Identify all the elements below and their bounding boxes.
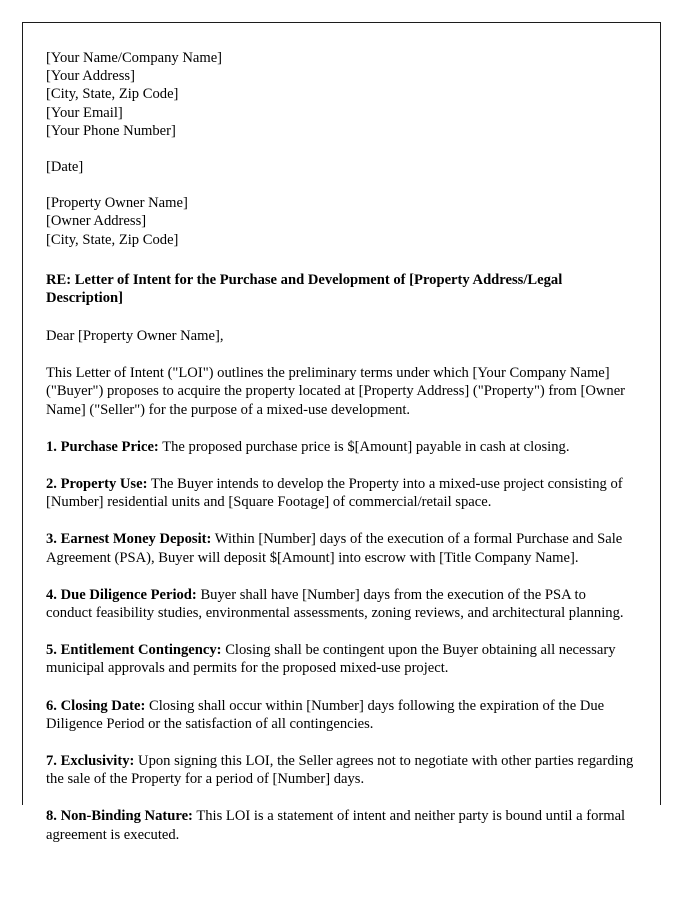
clause-item <box>46 752 635 788</box>
clause-label: 8. Non-Binding Nature: <box>46 808 193 825</box>
document-page <box>22 22 661 843</box>
sender-line: [Your Email] <box>46 104 123 121</box>
clause-label: 6. Closing Date: <box>46 697 146 714</box>
clause-label: 1. Purchase Price: <box>46 438 159 455</box>
recipient-line: [Owner Address] <box>46 213 147 230</box>
clause-body: The Buyer intends to develop the Property into a mixed-use project consisting of [Number] residential units and [Square Footage] of commercial/retail space. <box>46 476 623 511</box>
salutation: Dear [Property Owner Name], <box>46 328 224 345</box>
clause-label: 4. Due Diligence Period: <box>46 586 197 603</box>
clause-item <box>46 438 635 456</box>
clause-item <box>46 641 635 677</box>
document-body <box>23 23 660 844</box>
clause-body: Upon signing this LOI, the Seller agrees not to negotiate with other parties regarding the sale of the Property for a period of [Number] days. <box>46 753 634 788</box>
clause-item <box>46 530 635 566</box>
intro-paragraph: This Letter of Intent ("LOI") outlines the preliminary terms under which [Your Company Name] ("Buyer") proposes to acquire the property located at [Property Address] ("Property") from [Owner Name] ("Seller") for the purpose of a mixed-use development. <box>46 365 626 418</box>
clause-body: Closing shall be contingent upon the Buyer obtaining all necessary municipal approvals and permits for the proposed mixed-use project. <box>46 642 616 677</box>
recipient-address-block <box>46 194 635 249</box>
recipient-line: [Property Owner Name] <box>46 195 188 212</box>
sender-line: [Your Address] <box>46 68 135 85</box>
clause-label: 7. Exclusivity: <box>46 753 135 770</box>
clause-item <box>46 697 635 733</box>
sender-line: [City, State, Zip Code] <box>46 86 179 103</box>
clause-body: This LOI is a statement of intent and neither party is bound until a formal agreement is executed. <box>46 808 626 843</box>
sender-line: [Your Name/Company Name] <box>46 50 223 66</box>
date-line: [Date] <box>46 159 84 176</box>
clause-body: Closing shall occur within [Number] days following the expiration of the Due Diligence Period or the satisfaction of all contingencies. <box>46 697 605 732</box>
clause-body: The proposed purchase price is $[Amount] payable in cash at closing. <box>162 438 570 455</box>
clause-body: Within [Number] days of the execution of a formal Purchase and Sale Agreement (PSA), Buyer will deposit $[Amount] into escrow with [Title Company Name]. <box>46 531 623 566</box>
clause-item <box>46 475 635 511</box>
sender-address-block <box>46 49 635 140</box>
clause-label: 3. Earnest Money Deposit: <box>46 531 212 548</box>
clause-body: Buyer shall have [Number] days from the execution of the PSA to conduct feasibility studies, environmental assessments, zoning reviews, and architectural planning. <box>46 586 624 622</box>
clause-label: 5. Entitlement Contingency: <box>46 642 222 659</box>
subject-heading: RE: Letter of Intent for the Purchase and Development of [Property Address/Legal Description] <box>46 271 563 307</box>
clause-label: 2. Property Use: <box>46 476 148 493</box>
clause-item <box>46 807 635 843</box>
sender-line: [Your Phone Number] <box>46 122 176 139</box>
clause-item <box>46 586 635 622</box>
recipient-line: [City, State, Zip Code] <box>46 231 179 248</box>
